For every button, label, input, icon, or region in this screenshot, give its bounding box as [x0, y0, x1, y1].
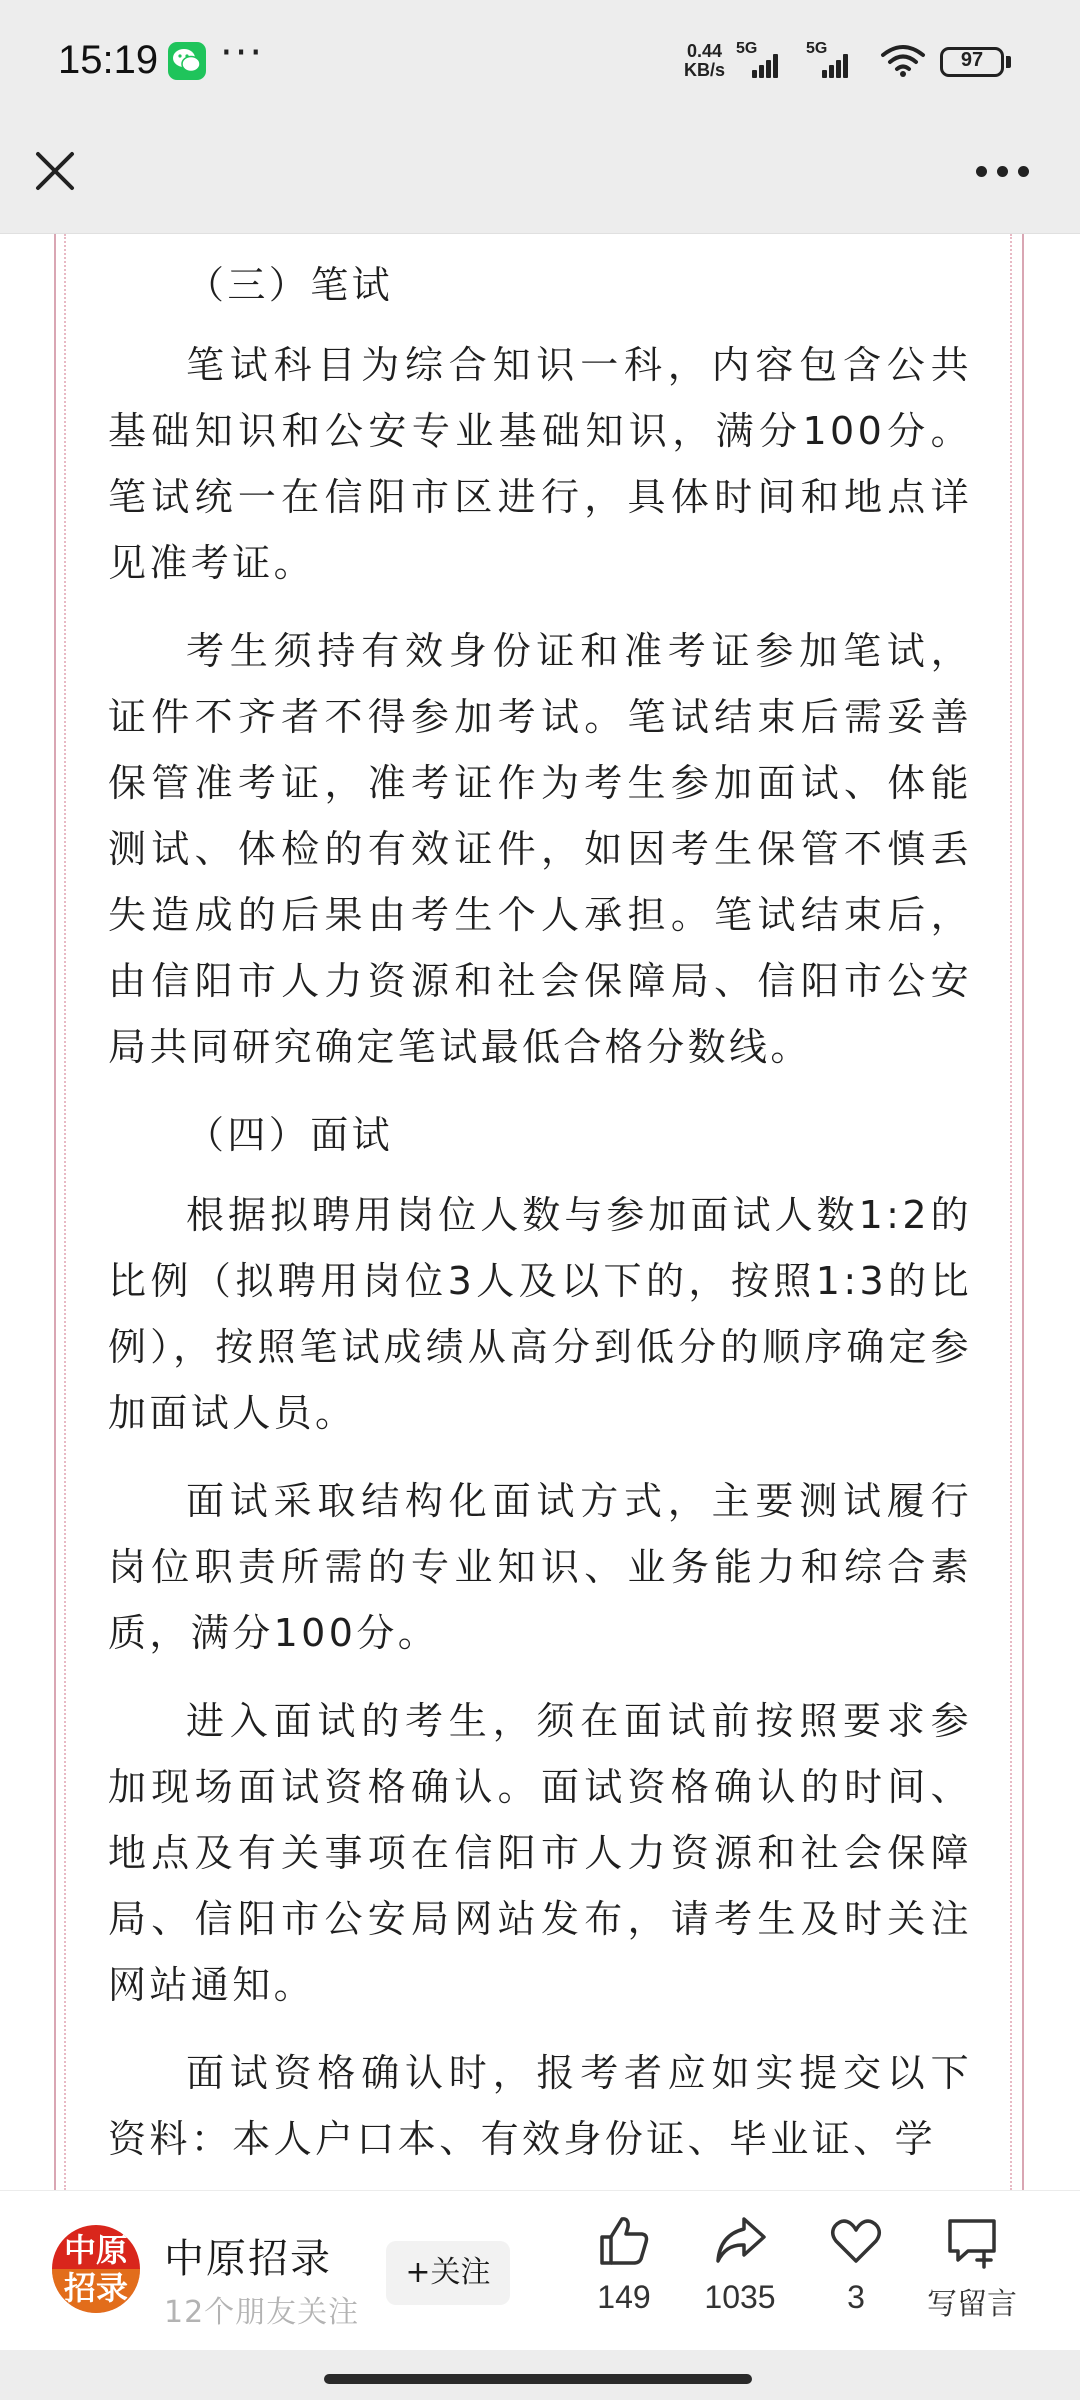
article-paragraph: 进入面试的考生，须在面试前按照要求参加现场面试资格确认。面试资格确认的时间、地点及有关事项在信阳市人力资源和社会保障局、信阳市公安局网站发布，请考生及时关注网站通知。	[108, 1699, 972, 2007]
status-time: 15:19	[58, 38, 159, 82]
heart-icon	[828, 2213, 884, 2269]
gesture-area	[0, 2350, 1080, 2400]
favorite-button[interactable]	[796, 2213, 916, 2316]
right-border	[1022, 234, 1024, 2190]
more-icon[interactable]	[976, 156, 1030, 186]
article-content[interactable]	[0, 234, 1080, 2190]
share-button[interactable]	[680, 2213, 800, 2316]
article-body	[108, 252, 972, 2190]
net-speed-unit: KB/s	[684, 60, 726, 80]
sim2-label: 5G	[806, 40, 828, 57]
thumbs-up-icon	[596, 2213, 652, 2269]
comment-label: 写留言	[927, 2287, 1017, 2322]
battery-level: 97	[960, 49, 984, 71]
status-more-icon: ···	[220, 30, 265, 76]
follow-button[interactable]: +关注	[386, 2241, 510, 2305]
bottom-action-bar	[0, 2190, 1080, 2350]
comment-button[interactable]	[912, 2213, 1032, 2323]
article-paragraph: 考生须持有效身份证和准考证参加笔试，证件不齐者不得参加考试。笔试结束后需妥善保管准考证，准考证作为考生参加面试、体能测试、体检的有效证件，如因考生保管不慎丢失造成的后果由考生个人承担。笔试结束后，由信阳市人力资源和社会保障局、信阳市公安局共同研究确定笔试最低合格分数线。	[108, 629, 972, 1069]
nav-bar	[0, 120, 1080, 234]
wechat-icon	[168, 42, 206, 80]
left-border	[54, 234, 56, 2190]
net-speed-value: 0.44	[686, 41, 723, 61]
section-heading: （四）面试	[186, 1113, 394, 1157]
article-paragraph: 笔试科目为综合知识一科，内容包含公共基础知识和公安专业基础知识，满分100分。笔试统一在信阳市区进行，具体时间和地点详见准考证。	[108, 343, 972, 585]
article-paragraph: 面试资格确认时，报考者应如实提交以下资料：本人户口本、有效身份证、毕业证、学	[108, 2051, 972, 2161]
article-paragraph: 根据拟聘用岗位人数与参加面试人数1:2的比例（拟聘用岗位3人及以下的，按照1:3的比例），按照笔试成绩从高分到低分的顺序确定参加面试人员。	[108, 1193, 972, 1435]
account-name[interactable]: 中原招录	[164, 2236, 332, 2282]
avatar-text	[56, 2231, 136, 2307]
gesture-bar[interactable]	[324, 2374, 752, 2384]
avatar[interactable]	[52, 2225, 140, 2313]
status-bar	[0, 0, 1080, 120]
avatar-line1: 中原	[63, 2231, 128, 2269]
avatar-line2: 招录	[63, 2269, 128, 2307]
comment-icon	[944, 2213, 1000, 2269]
left-border-dotted	[64, 234, 66, 2190]
battery-tip	[1006, 56, 1011, 68]
battery-icon	[940, 47, 1004, 77]
sim1-label: 5G	[736, 40, 758, 57]
share-count: 1035	[704, 2279, 776, 2315]
section-heading: （三）笔试	[186, 263, 394, 307]
close-icon[interactable]	[30, 146, 80, 196]
share-icon	[712, 2213, 768, 2269]
net-speed	[684, 42, 725, 80]
right-border-dotted	[1010, 234, 1012, 2190]
followers-text: 12个朋友关注	[164, 2295, 360, 2330]
wifi-icon	[880, 44, 926, 78]
like-button[interactable]	[564, 2213, 684, 2316]
article-paragraph: 面试采取结构化面试方式，主要测试履行岗位职责所需的专业知识、业务能力和综合素质，满分100分。	[108, 1479, 972, 1655]
like-count: 149	[597, 2279, 651, 2315]
favorite-count: 3	[847, 2279, 865, 2315]
